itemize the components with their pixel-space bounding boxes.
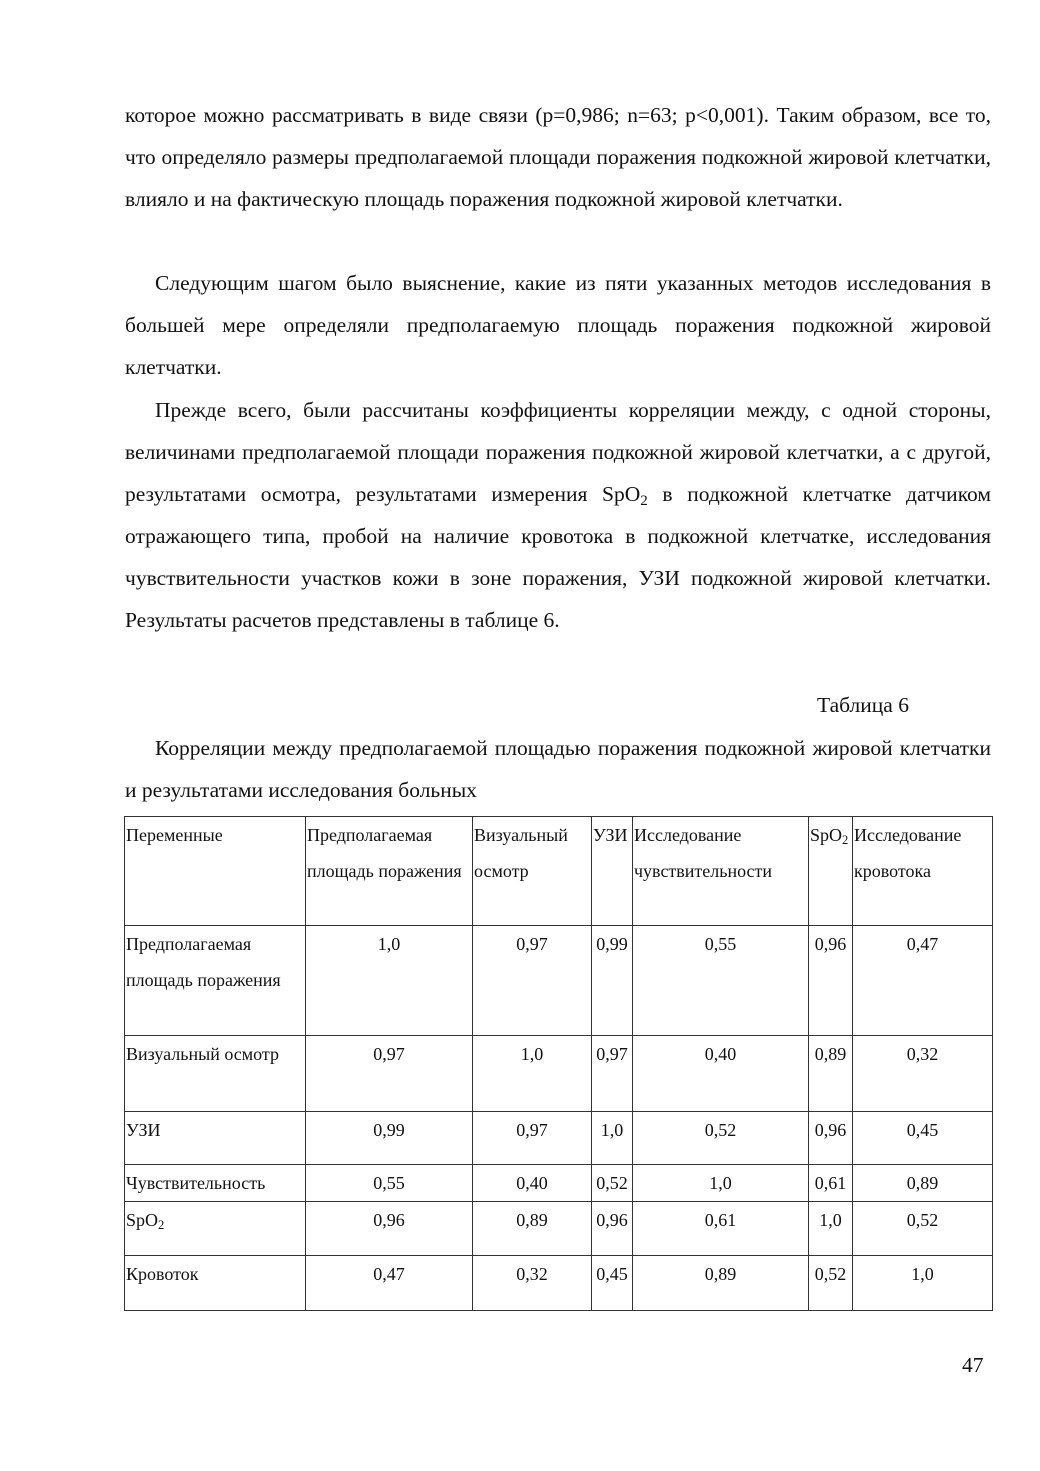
table-cell: 0,55 xyxy=(633,926,809,1036)
table-cell: 0,96 xyxy=(306,1202,473,1256)
table-cell: 0,96 xyxy=(592,1202,633,1256)
table-cell: 0,32 xyxy=(853,1036,993,1112)
table-cell: 1,0 xyxy=(592,1112,633,1165)
table-cell: 0,97 xyxy=(473,1112,592,1165)
table-row xyxy=(125,1112,993,1165)
table-cell: 0,55 xyxy=(306,1165,473,1202)
row-label: SpO$_2$ xyxy=(125,1202,306,1256)
header-visual-exam: Визуальный осмотр xyxy=(473,817,592,926)
table-cell: 1,0 xyxy=(809,1202,853,1256)
table-cell: 0,61 xyxy=(633,1202,809,1256)
table-cell: 0,89 xyxy=(473,1202,592,1256)
table-cell: 0,61 xyxy=(809,1165,853,1202)
table-row xyxy=(125,1256,993,1311)
table-cell: 0,99 xyxy=(306,1112,473,1165)
header-spo2: SpO$_2$ xyxy=(809,817,853,926)
table-header-row xyxy=(125,817,993,926)
table-cell: 0,52 xyxy=(853,1202,993,1256)
table-cell: 0,40 xyxy=(473,1165,592,1202)
row-label: УЗИ xyxy=(125,1112,306,1165)
table-cell: 1,0 xyxy=(306,926,473,1036)
header-blood-flow: Исследование кровотока xyxy=(853,817,993,926)
table-row xyxy=(125,1202,993,1256)
table-cell: 0,47 xyxy=(853,926,993,1036)
table-cell: 0,47 xyxy=(306,1256,473,1311)
header-sensitivity: Исследование чувствительности xyxy=(633,817,809,926)
table-cell: 1,0 xyxy=(633,1165,809,1202)
paragraph-continuation: которое можно рассматривать в виде связи (р=0,986; n=63; p<0,001). Таким образом, все то, что определяло размеры предполагаемой площади поражения подкожной жировой клетчатки, влияло и на фактическую площадь поражения подкожной жировой клетчатки. xyxy=(125,103,991,211)
table-cell: 0,99 xyxy=(592,926,633,1036)
table-cell: 0,89 xyxy=(809,1036,853,1112)
header-expected-area: Предполагаемая площадь поражения xyxy=(306,817,473,926)
table-cell: 0,97 xyxy=(473,926,592,1036)
table-cell: 1,0 xyxy=(473,1036,592,1112)
page-number: 47 xyxy=(962,1353,984,1377)
table-label: Таблица 6 xyxy=(817,693,909,717)
table-row xyxy=(125,1165,993,1202)
table-cell: 0,52 xyxy=(633,1112,809,1165)
table-cell: 0,45 xyxy=(853,1112,993,1165)
header-ultrasound: УЗИ xyxy=(592,817,633,926)
paragraph-next-step: Следующим шагом было выяснение, какие из пяти указанных методов исследования в большей мере определяли предполагаемую площадь поражения подкожной жировой клетчатки. xyxy=(125,271,991,379)
table-cell: 0,52 xyxy=(592,1165,633,1202)
table-cell: 0,40 xyxy=(633,1036,809,1112)
row-label: Кровоток xyxy=(125,1256,306,1311)
row-label: Чувствительность xyxy=(125,1165,306,1202)
table-cell: 0,89 xyxy=(853,1165,993,1202)
table-cell: 0,45 xyxy=(592,1256,633,1311)
table-row xyxy=(125,1036,993,1112)
row-label: Предполагаемая площадь поражения xyxy=(125,926,306,1036)
table-cell: 0,96 xyxy=(809,1112,853,1165)
table-cell: 0,97 xyxy=(306,1036,473,1112)
table-cell: 0,96 xyxy=(809,926,853,1036)
paragraph-correlations: Прежде всего, были рассчитаны коэффициенты корреляции между, с одной стороны, величинами предполагаемой площади поражения подкожной жировой клетчатки, а с другой, результатами осмотра, результатами измерения SpO$_2$ в подкожной клетчатке датчиком отражающего типа, пробой на наличие кровотока в подкожной клетчатке, исследования чувствительности участков кожи в зоне поражения, УЗИ подкожной жировой клетчатки. Результаты расчетов представлены в таблице 6. xyxy=(125,398,991,632)
table-cell: 1,0 xyxy=(853,1256,993,1311)
correlation-table xyxy=(124,816,993,1311)
row-label: Визуальный осмотр xyxy=(125,1036,306,1112)
table-cell: 0,32 xyxy=(473,1256,592,1311)
table-cell: 0,52 xyxy=(809,1256,853,1311)
header-variables: Переменные xyxy=(125,817,306,926)
table-cell: 0,97 xyxy=(592,1036,633,1112)
table-caption: Корреляции между предполагаемой площадью поражения подкожной жировой клетчатки и результатами исследования больных xyxy=(125,736,991,802)
table-row xyxy=(125,926,993,1036)
table-cell: 0,89 xyxy=(633,1256,809,1311)
